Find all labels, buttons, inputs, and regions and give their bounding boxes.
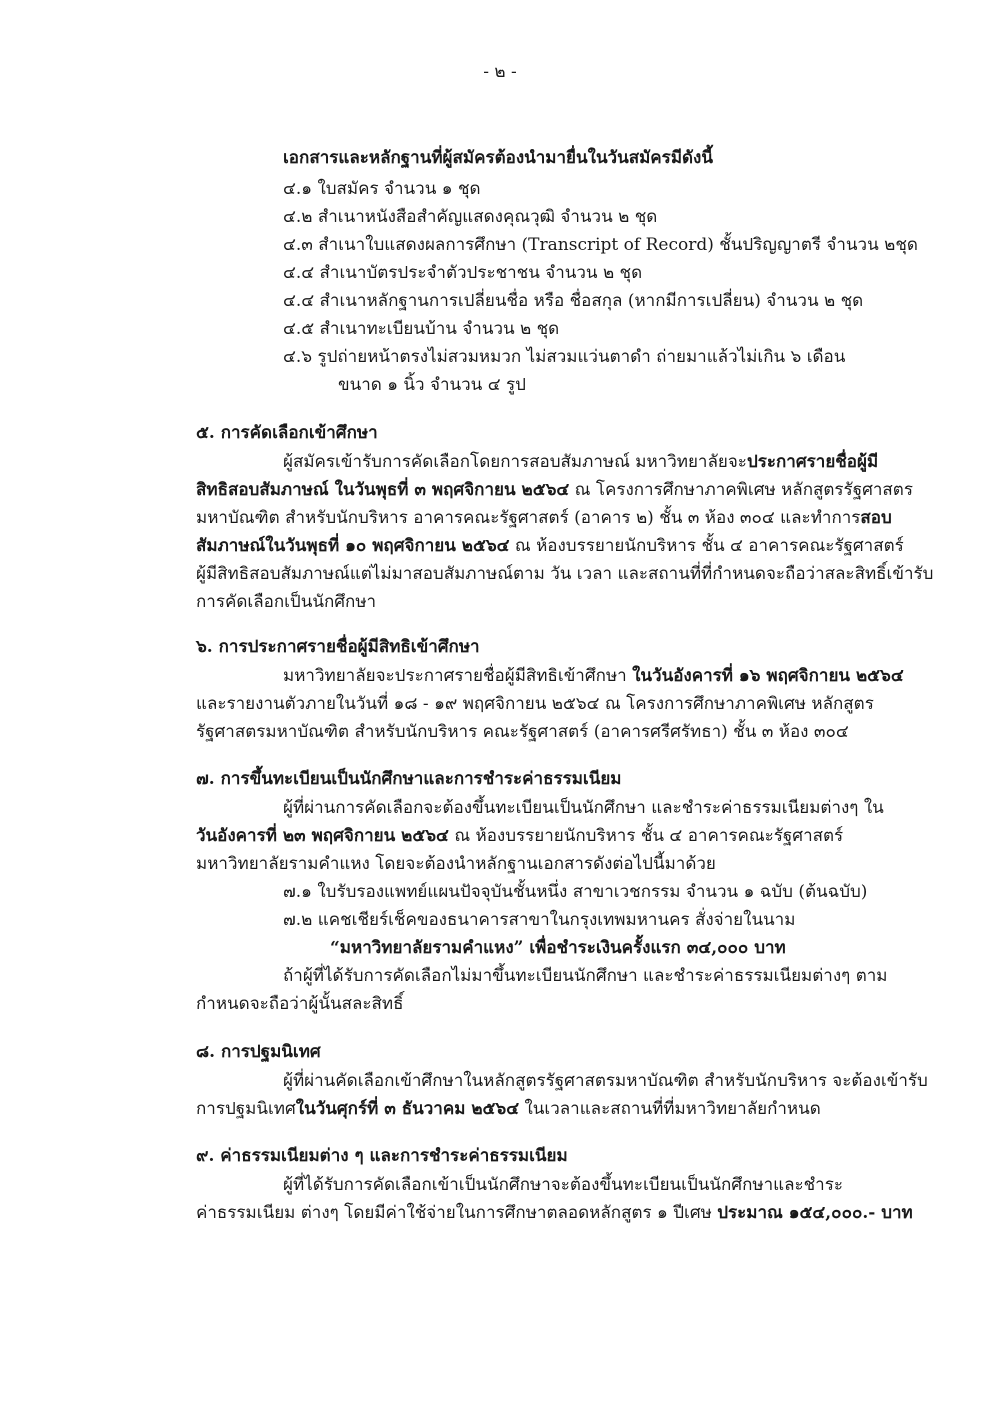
section-7-item: ๗.๑ ใบรับรองแพทย์แผนปัจจุบันชั้นหนึ่ง สาขาเวชกรรม จำนวน ๑ ฉบับ (ต้นฉบับ)	[283, 882, 868, 902]
doc-item: ๔.๓ สำเนาใบแสดงผลการศึกษา (Transcript of Record) ชั้นปริญญาตรี จำนวน ๒ชุด	[283, 235, 918, 255]
section-6-title: ๖. การประกาศรายชื่อผู้มีสิทธิเข้าศึกษา	[196, 637, 480, 657]
section-5-line: การคัดเลือกเป็นนักศึกษา	[196, 592, 377, 612]
section-7-line: ผู้ที่ผ่านการคัดเลือกจะต้องขึ้นทะเบียนเป็นนักศึกษา และชำระค่าธรรมเนียมต่างๆ ใน	[283, 798, 884, 818]
section-7-line: กำหนดจะถือว่าผู้นั้นสละสิทธิ์	[196, 994, 404, 1014]
section-5-title: ๕. การคัดเลือกเข้าศึกษา	[196, 423, 378, 443]
section-7-line: ถ้าผู้ที่ได้รับการคัดเลือกไม่มาขึ้นทะเบียนนักศึกษา และชำระค่าธรรมเนียมต่างๆ ตาม	[283, 966, 888, 986]
section-5-line: ผู้สมัครเข้ารับการคัดเลือกโดยการสอบสัมภาษณ์ มหาวิทยาลัยจะประกาศรายชื่อผู้มี	[283, 452, 879, 472]
section-7-item-continuation: “มหาวิทยาลัยรามคำแหง” เพื่อชำระเงินครั้งแรก ๓๔,๐๐๐ บาท	[330, 938, 786, 958]
documents-heading: เอกสารและหลักฐานที่ผู้สมัครต้องนำมายื่นในวันสมัครมีดังนี้	[283, 148, 713, 168]
section-5-line: สิทธิสอบสัมภาษณ์ ในวันพุธที่ ๓ พฤศจิกายน ๒๕๖๔ ณ โครงการศึกษาภาคพิเศษ หลักสูตรรัฐศาสตร	[196, 480, 913, 500]
doc-item: ๔.๖ รูปถ่ายหน้าตรงไม่สวมหมวก ไม่สวมแว่นตาดำ ถ่ายมาแล้วไม่เกิน ๖ เดือน	[283, 347, 846, 367]
section-9-title: ๙. ค่าธรรมเนียมต่าง ๆ และการชำระค่าธรรมเนียม	[196, 1146, 568, 1166]
section-6-line: และรายงานตัวภายในวันที่ ๑๘ - ๑๙ พฤศจิกายน ๒๕๖๔ ณ โครงการศึกษาภาคพิเศษ หลักสูตร	[196, 694, 874, 714]
section-7-item: ๗.๒ แคชเชียร์เช็คของธนาคารสาขาในกรุงเทพมหานคร สั่งจ่ายในนาม	[283, 910, 796, 930]
doc-item: ๔.๔ สำเนาบัตรประจำตัวประชาชน จำนวน ๒ ชุด	[283, 263, 643, 283]
doc-item-continuation: ขนาด ๑ นิ้ว จำนวน ๔ รูป	[338, 375, 526, 395]
page-number: - ๒ -	[483, 62, 517, 82]
section-8-line: ผู้ที่ผ่านคัดเลือกเข้าศึกษาในหลักสูตรรัฐศาสตรมหาบัณฑิต สำหรับนักบริหาร จะต้องเข้ารับ	[283, 1071, 928, 1091]
section-9-line: ผู้ที่ได้รับการคัดเลือกเข้าเป็นนักศึกษาจะต้องขึ้นทะเบียนเป็นนักศึกษาและชำระ	[283, 1175, 843, 1195]
section-7-line: วันอังคารที่ ๒๓ พฤศจิกายน ๒๕๖๔ ณ ห้องบรรยายนักบริหาร ชั้น ๔ อาคารคณะรัฐศาสตร์	[196, 826, 844, 846]
doc-item: ๔.๔ สำเนาหลักฐานการเปลี่ยนชื่อ หรือ ชื่อสกุล (หากมีการเปลี่ยน) จำนวน ๒ ชุด	[283, 291, 864, 311]
section-9-line: ค่าธรรมเนียม ต่างๆ โดยมีค่าใช้จ่ายในการศึกษาตลอดหลักสูตร ๑ ปีเศษ ประมาณ ๑๕๔,๐๐๐.- บาท	[196, 1203, 913, 1223]
doc-item: ๔.๒ สำเนาหนังสือสำคัญแสดงคุณวุฒิ จำนวน ๒ ชุด	[283, 207, 658, 227]
section-5-line: ผู้มีสิทธิสอบสัมภาษณ์แต่ไม่มาสอบสัมภาษณ์ตาม วัน เวลา และสถานที่ที่กำหนดจะถือว่าสละสิทธิ์เข้ารับ	[196, 564, 934, 584]
doc-item: ๔.๑ ใบสมัคร จำนวน ๑ ชุด	[283, 179, 481, 199]
section-8-line: การปฐมนิเทศในวันศุกร์ที่ ๓ ธันวาคม ๒๕๖๔ ในเวลาและสถานที่ที่มหาวิทยาลัยกำหนด	[196, 1099, 821, 1119]
doc-item: ๔.๕ สำเนาทะเบียนบ้าน จำนวน ๒ ชุด	[283, 319, 560, 339]
section-5-line: มหาบัณฑิต สำหรับนักบริหาร อาคารคณะรัฐศาสตร์ (อาคาร ๒) ชั้น ๓ ห้อง ๓๐๔ และทำการสอบ	[196, 508, 892, 528]
section-5-line: สัมภาษณ์ในวันพุธที่ ๑๐ พฤศจิกายน ๒๕๖๔ ณ ห้องบรรยายนักบริหาร ชั้น ๔ อาคารคณะรัฐศาสตร์	[196, 536, 904, 556]
section-6-line: มหาวิทยาลัยจะประกาศรายชื่อผู้มีสิทธิเข้าศึกษา ในวันอังคารที่ ๑๖ พฤศจิกายน ๒๕๖๔	[283, 666, 904, 686]
section-7-line: มหาวิทยาลัยรามคำแหง โดยจะต้องนำหลักฐานเอกสารดังต่อไปนี้มาด้วย	[196, 854, 716, 874]
section-7-title: ๗. การขึ้นทะเบียนเป็นนักศึกษาและการชำระค่าธรรมเนียม	[196, 769, 622, 789]
section-8-title: ๘. การปฐมนิเทศ	[196, 1042, 321, 1062]
section-6-line: รัฐศาสตรมหาบัณฑิต สำหรับนักบริหาร คณะรัฐศาสตร์ (อาคารศรีศรัทธา) ชั้น ๓ ห้อง ๓๐๔	[196, 722, 849, 742]
